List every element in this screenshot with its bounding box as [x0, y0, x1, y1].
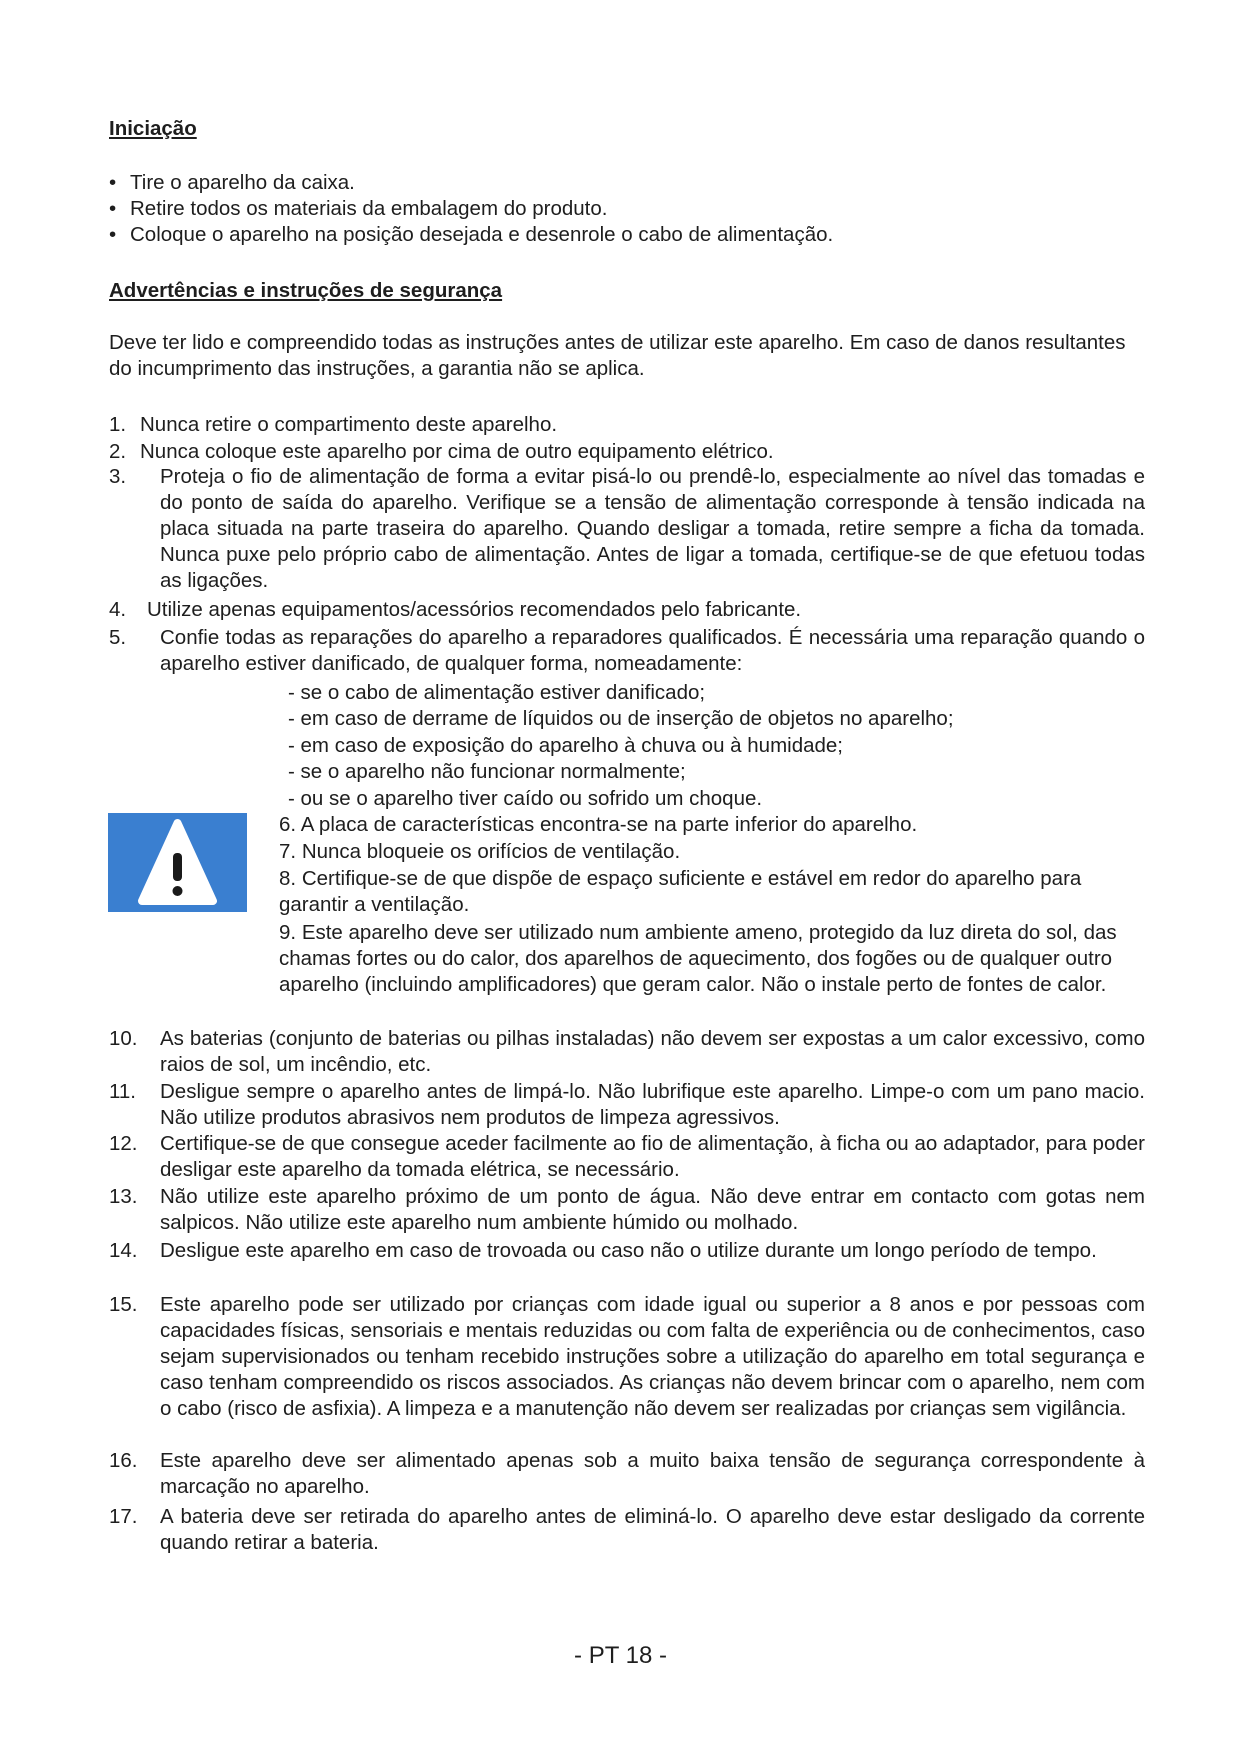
safety-item-10 [109, 1026, 1145, 1078]
item-number: 11. [109, 1080, 136, 1103]
item-text: As baterias (conjunto de baterias ou pilhas instaladas) não devem ser expostas a um calor excessivo, como raios de sol, um incêndio, etc. [160, 1027, 1145, 1076]
bullet-list [109, 170, 833, 248]
item-text: Este aparelho deve ser utilizado num ambiente ameno, protegido da luz direta do sol, das chamas fortes ou do calor, dos aparelhos de aquecimento, dos fogões ou de qualquer outro aparelho (incluindo amplificadores) que geram calor. Não o instale perto de fontes de calor. [279, 921, 1117, 996]
item-number: 12. [109, 1132, 138, 1155]
item-text: Este aparelho deve ser alimentado apenas sob a muito baixa tensão de segurança correspondente à marcação no aparelho. [160, 1449, 1145, 1498]
safety-item-7 [279, 839, 1144, 865]
safety-item-2 [109, 439, 1145, 465]
safety-item-3 [109, 464, 1145, 594]
safety-item-14 [109, 1238, 1145, 1264]
item-text: Confie todas as reparações do aparelho a reparadores qualificados. É necessária uma reparação quando o aparelho estiver danificado, de qualquer forma, nomeadamente: [160, 626, 1145, 675]
list-item: - se o aparelho não funcionar normalmente; [288, 760, 686, 784]
item-number: 2. [109, 440, 127, 463]
item-text: A placa de características encontra-se na parte inferior do aparelho. [300, 813, 918, 836]
safety-item-1 [109, 412, 1145, 438]
item-number: 15. [109, 1293, 138, 1316]
safety-item-4 [109, 597, 1145, 623]
safety-item-12 [109, 1131, 1145, 1183]
safety-item-16 [109, 1448, 1145, 1500]
item-text: Certifique-se de que dispõe de espaço suficiente e estável em redor do aparelho para garantir a ventilação. [279, 867, 1082, 916]
item-number: 10. [109, 1027, 138, 1050]
safety-item-17 [109, 1504, 1145, 1556]
item-text: A bateria deve ser retirada do aparelho antes de eliminá-lo. O aparelho deve estar desligado da corrente quando retirar a bateria. [160, 1505, 1145, 1554]
item-number: 4. [109, 598, 127, 621]
item-number: 7. [279, 840, 297, 863]
item-number: 16. [109, 1449, 138, 1472]
item-number: 8. [279, 867, 297, 890]
list-item: • Coloque o aparelho na posição desejada e desenrole o cabo de alimentação. [109, 222, 833, 248]
exclamation-bar [173, 853, 182, 881]
safety-item-13 [109, 1184, 1145, 1236]
list-item: • Retire todos os materiais da embalagem do produto. [109, 196, 833, 222]
list-item: - ou se o aparelho tiver caído ou sofrido um choque. [288, 786, 763, 810]
item-text: Não utilize este aparelho próximo de um ponto de água. Não deve entrar em contacto com gotas nem salpicos. Não utilize este aparelho num ambiente húmido ou molhado. [160, 1185, 1145, 1234]
safety-item-15 [109, 1292, 1145, 1422]
item-text: Nunca retire o compartimento deste aparelho. [140, 413, 558, 436]
warning-icon [108, 813, 247, 912]
safety-item-8 [279, 866, 1144, 918]
safety-item-11 [109, 1079, 1145, 1131]
item-text: Utilize apenas equipamentos/acessórios recomendados pelo fabricante. [147, 598, 802, 621]
list-item: - se o cabo de alimentação estiver danificado; [288, 681, 706, 704]
exclamation-dot [173, 886, 183, 896]
safety-item-9 [279, 920, 1144, 998]
list-item: - em caso de derrame de líquidos ou de inserção de objetos no aparelho; [288, 707, 954, 731]
list-item: • Tire o aparelho da caixa. [109, 170, 833, 196]
page-number: - PT 18 - [574, 1642, 667, 1669]
safety-item-5 [109, 625, 1145, 677]
item-number: 6. [279, 813, 297, 836]
intro-paragraph: Deve ter lido e compreendido todas as instruções antes de utilizar este aparelho. Em caso de danos resultantes do incumprimento das instruções, a garantia não se aplica. [109, 331, 1126, 380]
item-number: 3. [109, 465, 127, 488]
safety-item-6 [279, 812, 1144, 838]
item-number: 5. [109, 626, 127, 649]
item-number: 9. [279, 921, 297, 944]
item-text: Este aparelho pode ser utilizado por crianças com idade igual ou superior a 8 anos e por pessoas com capacidades físicas, sensoriais e mentais reduzidas ou com falta de experiência ou de conhecimentos, caso sejam supervisionados ou tenham recebido instruções sobre a utilização do aparelho em total segurança e caso tenham compreendido os riscos associados. As crianças não devem brincar com o aparelho, nem com o cabo (risco de asfixia). A limpeza e a manutenção não devem ser realizadas por crianças sem vigilância. [160, 1293, 1145, 1420]
item-number: 14. [109, 1239, 138, 1262]
list-item: - em caso de exposição do aparelho à chuva ou à humidade; [288, 733, 844, 757]
item-text: Desligue sempre o aparelho antes de limpá-lo. Não lubrifique este aparelho. Limpe-o com um pano macio. Não utilize produtos abrasivos nem produtos de limpeza agressivos. [160, 1080, 1145, 1129]
item-text: Desligue este aparelho em caso de trovoada ou caso não o utilize durante um longo período de tempo. [160, 1239, 1097, 1262]
item-text: Proteja o fio de alimentação de forma a evitar pisá-lo ou prendê-lo, especialmente ao nível das tomadas e do ponto de saída do aparelho. Verifique se a tensão de alimentação corresponde à tensão indicada na placa situada na parte traseira do aparelho. Quando desligar a tomada, retire sempre a ficha da tomada. Nunca puxe pelo próprio cabo de alimentação. Antes de ligar a tomada, certifique-se de que efetuou todas as ligações. [160, 465, 1145, 592]
condition-sublist [288, 680, 954, 812]
section-heading-iniciacao: Iniciação [109, 117, 197, 140]
item-number: 17. [109, 1505, 138, 1528]
item-text: Nunca bloqueie os orifícios de ventilação. [301, 840, 681, 863]
item-number: 13. [109, 1185, 138, 1208]
item-number: 1. [109, 413, 127, 436]
item-text: Certifique-se de que consegue aceder facilmente ao fio de alimentação, à ficha ou ao adaptador, para poder desligar este aparelho da tomada elétrica, se necessário. [160, 1132, 1145, 1181]
section-heading-safety: Advertências e instruções de segurança [109, 279, 503, 302]
item-text: Nunca coloque este aparelho por cima de outro equipamento elétrico. [140, 440, 774, 463]
